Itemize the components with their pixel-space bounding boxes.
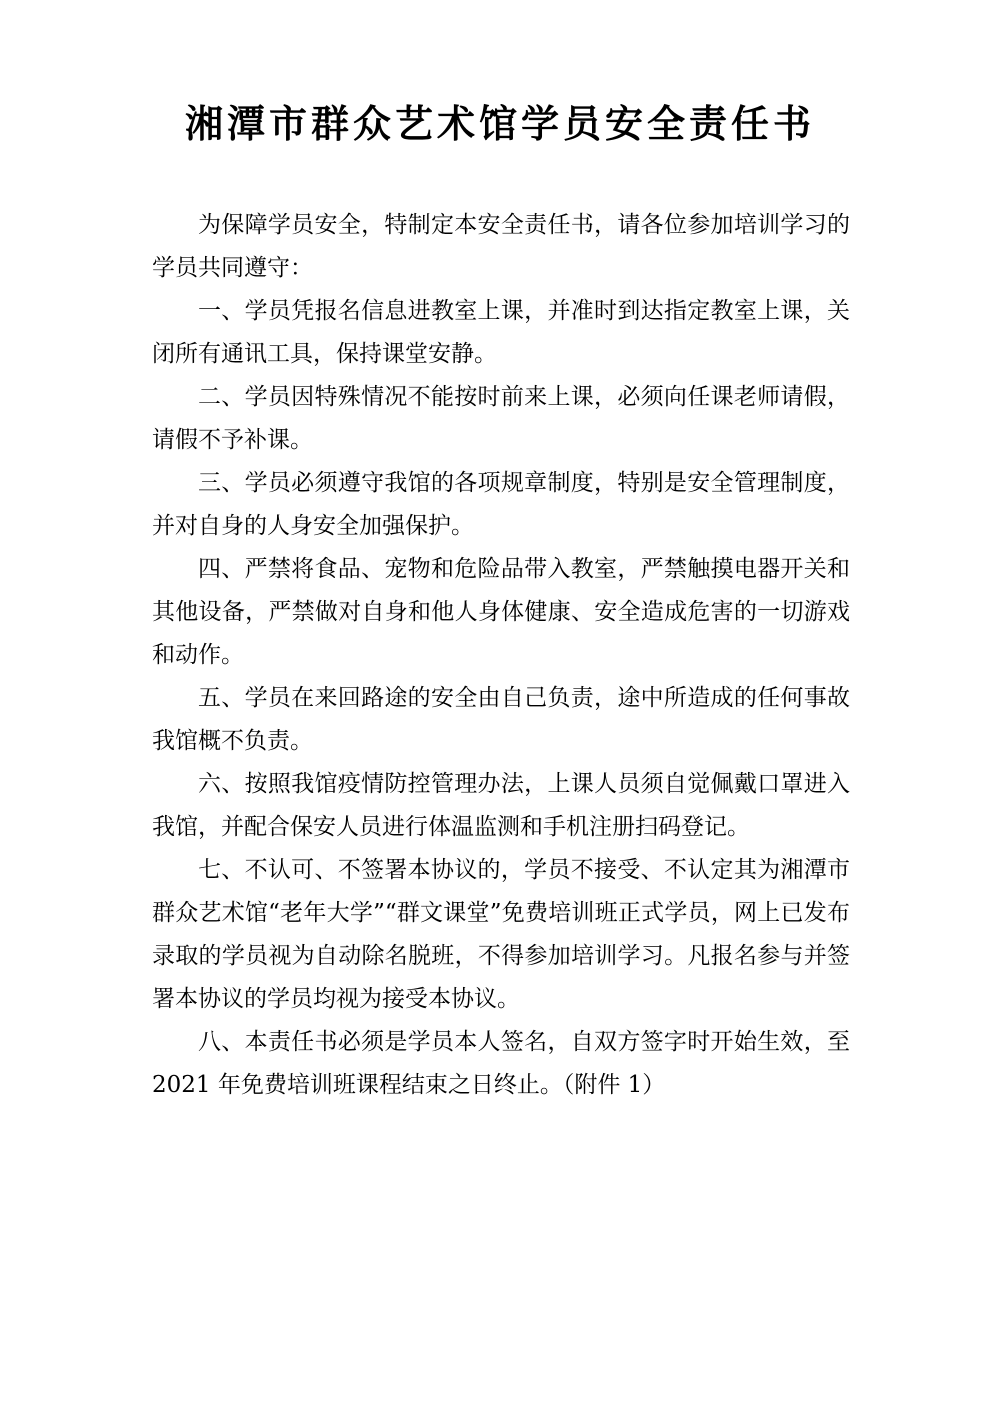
- intro-paragraph: 为保障学员安全，特制定本安全责任书，请各位参加培训学习的学员共同遵守：: [152, 212, 850, 281]
- clause-8-paragraph: 八、本责任书必须是学员本人签名，自双方签字时开始生效，至2021 年免费培训班课程结束之日终止。（附件 1）: [152, 1029, 850, 1098]
- clause-4-paragraph: 四、严禁将食品、宠物和危险品带入教室，严禁触摸电器开关和其他设备，严禁做对自身和他人身体健康、安全造成危害的一切游戏和动作。: [152, 556, 850, 668]
- clause-7-paragraph: 七、不认可、不签署本协议的，学员不接受、不认定其为湘潭市群众艺术馆“老年大学”“群文课堂”免费培训班正式学员，网上已发布录取的学员视为自动除名脱班，不得参加培训学习。凡报名参与并签署本协议的学员均视为接受本协议。: [152, 857, 850, 1012]
- document-title: 湘潭市群众艺术馆学员安全责任书: [184, 102, 815, 146]
- clause-1-paragraph: 一、学员凭报名信息进教室上课，并准时到达指定教室上课，关闭所有通讯工具，保持课堂安静。: [152, 298, 850, 367]
- clause-6-paragraph: 六、按照我馆疫情防控管理办法，上课人员须自觉佩戴口罩进入我馆，并配合保安人员进行体温监测和手机注册扫码登记。: [152, 771, 850, 840]
- clause-3-paragraph: 三、学员必须遵守我馆的各项规章制度，特别是安全管理制度，并对自身的人身安全加强保护。: [152, 470, 850, 539]
- clause-5-paragraph: 五、学员在来回路途的安全由自己负责，途中所造成的任何事故我馆概不负责。: [152, 685, 850, 754]
- clause-2-paragraph: 二、学员因特殊情况不能按时前来上课，必须向任课老师请假，请假不予补课。: [152, 384, 850, 453]
- document-body: [152, 204, 850, 1107]
